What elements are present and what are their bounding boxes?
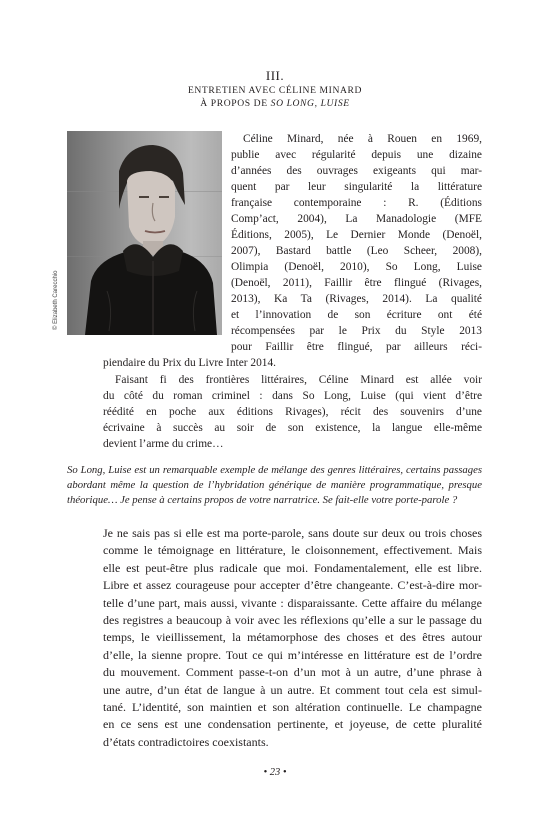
- question-line: abordant même la question de l’hybridation générique de manière programmatique, presque: [67, 479, 482, 492]
- intro-line: d’années des ouvrages exigeants qui mar-: [231, 165, 482, 177]
- intro-line: française contemporaine : R. (Éditions: [231, 197, 482, 209]
- interview-question: [67, 463, 482, 509]
- intro-line: 2007), Bastard battle (Leo Scheer, 2008),: [231, 245, 482, 257]
- answer-line: Je ne sais pas si elle est ma porte-parole, sans doute sur deux ou trois choses: [103, 526, 482, 540]
- intro-line: pour Faillir être flingué, par ailleurs réci-: [231, 341, 482, 353]
- answer-line: comme le témoignage en littérature, le cloisonnement, effectivement. Mais: [103, 543, 482, 558]
- intro-line: piendaire du Prix du Livre Inter 2014.: [103, 357, 277, 369]
- answer-line: temps, le vieillissement, la métamorphose des choses et des êtres autour: [103, 630, 482, 645]
- answer-line: des registres a beaucoup à voir avec les réflexions qu’elle a sur le passage du: [103, 613, 482, 628]
- question-line: So Long, Luise est un remarquable exemple de mélange des genres littéraires, certains passages: [67, 464, 482, 476]
- intro-line: Céline Minard, née à Rouen en 1969,: [243, 133, 482, 145]
- intro-line: quent par leur singularité la littérature: [231, 181, 482, 193]
- intro-line: du côté du roman criminel : dans So Long, Luise (qui vient d’être: [103, 390, 482, 402]
- intro-line: devient l’arme du crime…: [103, 438, 224, 450]
- intro-line: Olimpia (Denoël, 2010), So Long, Luise: [231, 261, 482, 273]
- chapter-title-line1: ENTRETIEN AVEC CÉLINE MINARD: [187, 85, 363, 96]
- answer-line: du mouvement. Comment passe-t-on d’un mot à un autre, d’une phrase à: [103, 665, 482, 680]
- intro-line: et l’innovation de son écriture ont été: [231, 309, 482, 321]
- answer-line: Libre et assez courageuse pour accepter d’être changeante. C’est-à-dire mor-: [103, 578, 482, 593]
- chapter-title-prefix: À PROPOS DE: [200, 98, 268, 109]
- intro-line: écrivaine à succès au soir de son existence, la langue elle-même: [103, 422, 482, 434]
- answer-line: en ce sens est une condensation pertinente, et joyeuse, de cette pluralité: [103, 717, 482, 732]
- intro-line: Éditions, 2005), Le Dernier Monde (Denoël,: [231, 229, 482, 241]
- page-number: • 23 •: [263, 767, 287, 778]
- intro-line: Comp’act, 2004), La Manadologie (MFE: [231, 213, 482, 225]
- chapter-title-work: SO LONG, LUISE: [270, 98, 350, 109]
- answer-line: une autre, d’un état de langue à un autre. Et comment tout cela est simul-: [103, 682, 482, 697]
- answer-line: tané. L’identité, son maintien et son altération continuelle. Le champagne: [103, 700, 482, 715]
- intro-line: (Denoël, 2011), Faillir être flingué (Rivages,: [231, 277, 482, 289]
- question-line: théorique… Je pense à certains propos de votre narratrice. Se fait-elle votre porte-parole ?: [67, 494, 458, 507]
- intro-line: récompensées par le Prix du Style 2013: [231, 325, 482, 337]
- answer-line: d’états contradictoires coexistants.: [103, 734, 269, 749]
- photo-credit: © Elizabeth Carecchio: [53, 270, 59, 330]
- intro-line: 2013), Ka Ta (Rivages, 2014). La qualité: [231, 293, 482, 305]
- chapter-number: III.: [265, 68, 285, 83]
- intro-line: réédité en poche aux éditions Rivages), récit des souvenirs d’une: [103, 406, 482, 418]
- answer-line: d’elle, la sienne propre. Tout ce qui m’intéresse en littérature est de l’ordre: [103, 647, 482, 662]
- interview-answer: [103, 525, 482, 751]
- intro-line: publie avec régularité depuis une dizaine: [231, 149, 482, 161]
- answer-line: elle est peut-être plus radicale que moi. Fondamentalement, elle est libre.: [103, 560, 482, 575]
- answer-line: telle d’une part, mais aussi, vivante : disparaissante. Cette affaire du mélange: [103, 595, 482, 610]
- intro-line: Faisant fi des frontières littéraires, Céline Minard est allée voir: [115, 374, 482, 386]
